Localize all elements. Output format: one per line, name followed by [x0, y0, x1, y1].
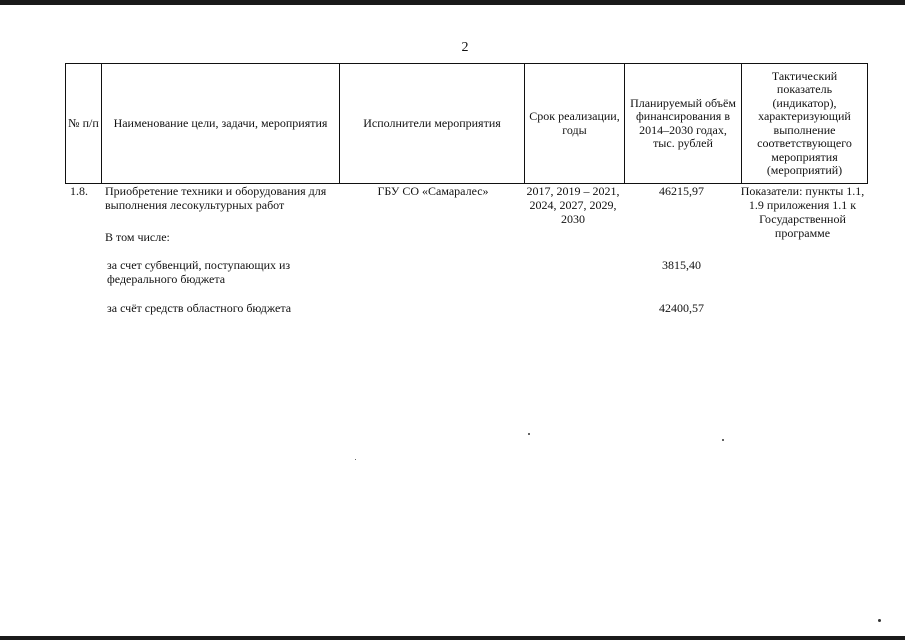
including-label: В том числе:: [105, 230, 170, 244]
scan-border-top: [0, 0, 905, 5]
row-number: 1.8.: [70, 184, 88, 198]
page-number: 2: [461, 40, 469, 55]
scan-speck: [722, 439, 724, 441]
federal-subsidy-label: за счет субвенций, поступающих из федерального бюджета: [107, 258, 291, 286]
regional-budget-label: за счёт средств областного бюджета: [107, 301, 292, 315]
header-funding: Планируемый объём финансирования в 2014–2030 годах, тыс. рублей: [625, 64, 742, 184]
header-indicator: Тактический показатель (индикатор), характеризующий выполнение соответствующего мероприятия (мероприятий): [742, 64, 868, 184]
scan-border-bottom: [0, 636, 905, 640]
header-term: Срок реализации, годы: [525, 64, 625, 184]
regional-budget-value: 42400,57: [659, 301, 704, 315]
row-funding: 46215,97: [659, 184, 704, 198]
row-indicator: Показатели: пункты 1.1, 1.9 приложения 1.1 к Государственной программе: [740, 184, 865, 240]
scan-speck: [355, 459, 356, 460]
header-num: № п/п: [66, 64, 102, 184]
federal-subsidy-value: 3815,40: [662, 258, 701, 272]
table-header: [65, 63, 868, 184]
row-executors: ГБУ СО «Самаралес»: [377, 184, 489, 198]
row-name: Приобретение техники и оборудования для выполнения лесокультурных работ: [105, 184, 327, 212]
scan-speck: [528, 433, 530, 435]
row-term: 2017, 2019 – 2021, 2024, 2027, 2029, 2030: [526, 184, 620, 226]
scan-speck: [878, 619, 881, 622]
header-name: Наименование цели, задачи, мероприятия: [102, 64, 340, 184]
header-executors: Исполнители мероприятия: [340, 64, 525, 184]
